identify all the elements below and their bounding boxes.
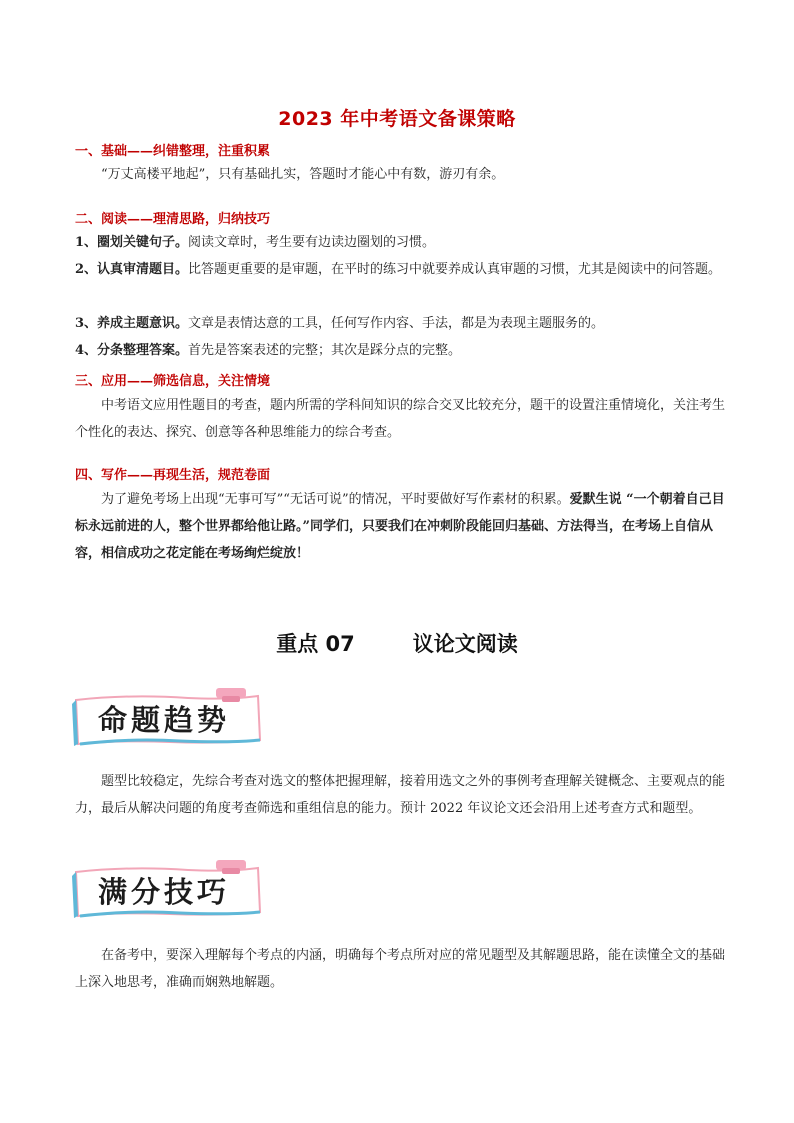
- item-label: 1、圈划关键句子。: [75, 235, 189, 250]
- item-label: 4、分条整理答案。: [75, 343, 189, 358]
- section-4-text: [75, 486, 725, 567]
- section-4-text-bold: 爱默生说 “一个朝着自己目标永远前进的人，整个世界都给他让路。”同学们，只要我们在冲刺阶段能回归基础、方法得当，在考场上自信从容，相信成功之花定能在考场绚烂绽放！: [75, 492, 725, 561]
- banner-tips: [70, 860, 266, 922]
- item-text: 文章是表情达意的工具，任何写作内容、手法，都是为表现主题服务的。: [188, 316, 605, 331]
- section-1-heading: 一、基础——纠错整理，注重积累: [75, 144, 271, 159]
- banner-trend-label: 命题趋势: [98, 703, 231, 737]
- section-1-text: “万丈高楼平地起”，只有基础扎实，答题时才能心中有数，游刃有余。: [101, 167, 505, 182]
- section-title: [0, 628, 794, 658]
- item-label: 2、认真审清题目。: [75, 262, 189, 277]
- section-2-item-4: [75, 337, 725, 364]
- section-2-item-2: [75, 256, 725, 283]
- doc-title: 2023 年中考语文备课策略: [278, 108, 516, 130]
- item-label: 3、养成主题意识。: [75, 316, 189, 331]
- section-2-heading: 二、阅读——理清思路，归纳技巧: [75, 212, 271, 227]
- section-3-heading: 三、应用——筛选信息，关注情境: [75, 374, 271, 389]
- banner-trend-text: 题型比较稳定，先综合考查对选文的整体把握理解，接着用选文之外的事例考查理解关键概念、主要观点的能力，最后从解决问题的角度考查筛选和重组信息的能力。预计 2022 年议论文还会沿用上述考查方式和题型。: [75, 774, 726, 816]
- section-2-item-3: [75, 310, 725, 337]
- item-text: 比答题更重要的是审题，在平时的练习中就要养成认真审题的习惯，尤其是阅读中的问答题。: [188, 262, 722, 277]
- banner-tips-label: 满分技巧: [98, 875, 231, 909]
- section-3-text: 中考语文应用性题目的考查，题内所需的学科间知识的综合交叉比较充分，题干的设置注重情境化，关注考生个性化的表达、探究、创意等各种思维能力的综合考查。: [75, 398, 726, 440]
- section-2-item-1: [75, 229, 725, 256]
- item-text: 阅读文章时，考生要有边读边圈划的习惯。: [188, 235, 436, 250]
- section-name: 议论文阅读: [412, 632, 518, 656]
- section-4-heading: 四、写作——再现生活，规范卷面: [75, 468, 271, 483]
- banner-trend: [70, 688, 266, 750]
- section-4-text-plain: 为了避免考场上出现“无事可写”“无话可说”的情况，平时要做好写作素材的积累。: [101, 492, 570, 507]
- section-number: 重点 07: [276, 632, 355, 656]
- banner-tips-text: 在备考中，要深入理解每个考点的内涵，明确每个考点所对应的常见题型及其解题思路，能在读懂全文的基础上深入地思考，准确而娴熟地解题。: [75, 948, 726, 990]
- item-text: 首先是答案表述的完整；其次是踩分点的完整。: [188, 343, 462, 358]
